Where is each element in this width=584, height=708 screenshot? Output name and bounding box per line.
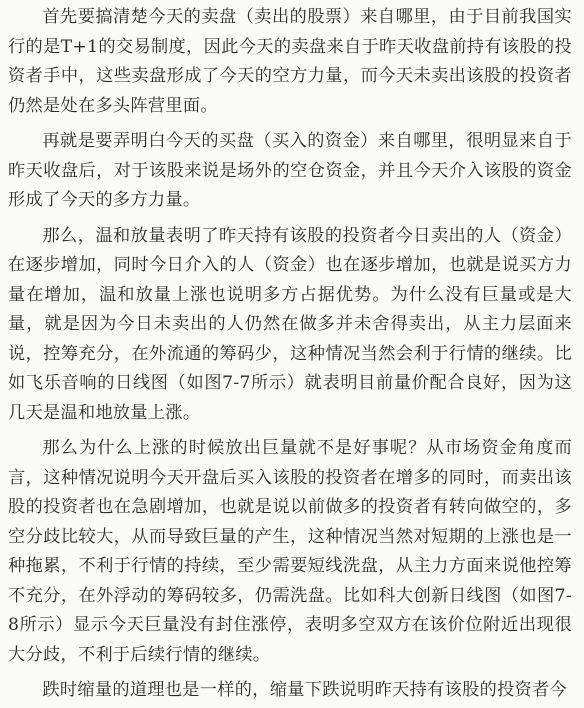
paragraph-huge-volume: 那么为什么上涨的时候放出巨量就不是好事呢？从市场资金角度而言，这种情况说明今天开盘后买入该股的投资者在增多的同时，而卖出该股的投资者也在急剧增加，也就是说以前做多的投资者有转向做空的，多空分歧比较大，从而导致巨量的产生，这种情况当然对短期的上涨也是一种拖累，不利于行情的持续，至少需要短线洗盘，从主力方面来说他控筹不充分，在外浮动的筹码较多，仍需洗盘。比如科大创新日线图（如图7-8所示）显示今天巨量没有封住涨停，表明多空双方在该价位附近出现很大分歧，不利于后续行情的继续。: [8, 438, 572, 665]
paragraph-moderate-volume: 那么，温和放量表明了昨天持有该股的投资者今日卖出的人（资金）在逐步增加，同时今日介入的人（资金）也在逐步增加，也就是说买方力量在增加，温和放量上涨也说明多方占据优势。为什么没有巨量或是大量，就是因为今日未卖出的人仍然在做多并未舍得卖出，从主力层面来说，控筹充分，在外流通的筹码少，这种情况当然会利于行情的继续。比如飞乐音响的日线图（如图7-7所示）就表明目前量价配合良好，因为这几天是温和地放量上涨。: [8, 225, 572, 423]
paragraph-sell-orders: 首先要搞清楚今天的卖盘（卖出的股票）来自哪里，由于目前我国实行的是T+1的交易制度，因此今天的卖盘来自于昨天收盘前持有该股的投资者手中，这些卖盘形成了今天的空方力量，而今天未卖出该股的投资者仍然是处在多头阵营里面。: [8, 7, 572, 116]
paragraph-shrinking-volume: 跌时缩量的道理也是一样的，缩量下跌说明昨天持有该股的投资者今: [42, 680, 568, 700]
paragraph-buy-orders: 再就是要弄明白今天的买盘（买入的资金）来自哪里，很明显来自于昨天收盘后，对于该股来说是场外的空仓资金，并且今天介入该股的资金形成了今天的多方力量。: [8, 131, 572, 210]
